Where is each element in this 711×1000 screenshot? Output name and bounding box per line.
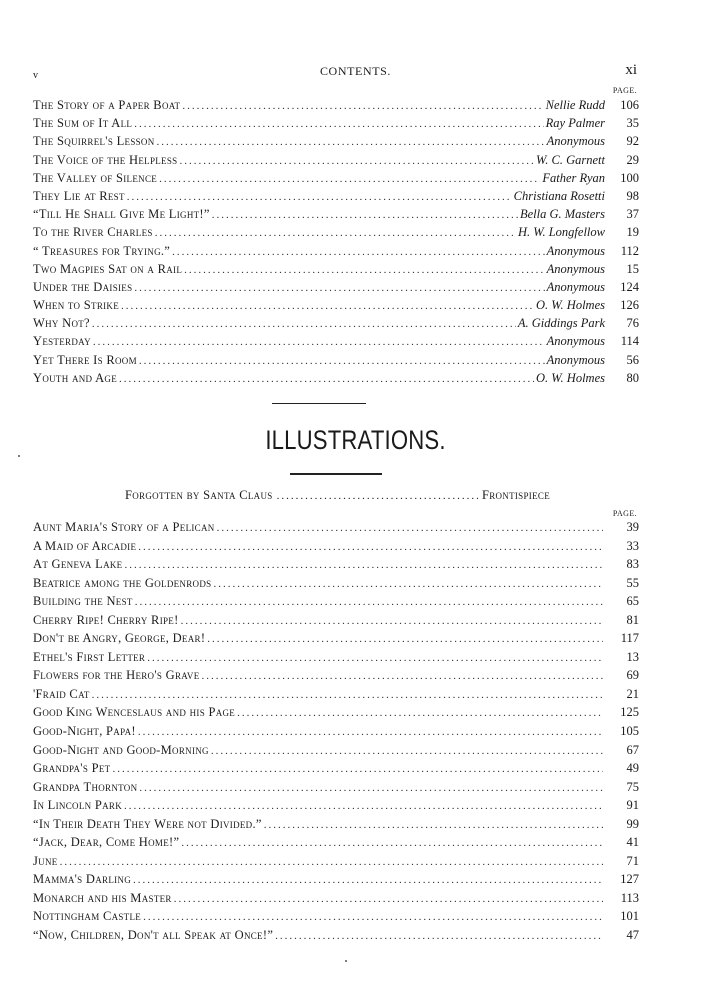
entry-title: 'Fraid Cat (33, 686, 90, 701)
toc-entry (33, 778, 639, 797)
toc-entry (33, 314, 639, 332)
entry-page-number: 81 (626, 612, 639, 627)
entry-page-number: 47 (626, 928, 639, 943)
dot-leader (121, 297, 534, 315)
entry-author: Nellie Rudd (545, 98, 605, 112)
dot-leader (202, 667, 603, 686)
dot-leader (172, 243, 545, 261)
toc-entry (33, 187, 639, 205)
dot-leader (184, 261, 545, 279)
entry-page-number: 126 (620, 298, 639, 313)
toc-entry (33, 574, 639, 593)
entry-title: Why Not? (33, 316, 90, 331)
dot-leader (138, 538, 603, 557)
entry-page-number: 15 (626, 261, 639, 276)
entry-title: Flowers for the Hero's Grave (33, 668, 200, 683)
entry-page-number: 71 (626, 853, 639, 868)
entry-page-number: 124 (620, 279, 639, 294)
entry-title: Grandpa's Pet (33, 761, 111, 776)
entry-page-number: 114 (620, 334, 639, 349)
entry-title: Yesterday (33, 334, 91, 349)
toc-entry (33, 537, 639, 556)
entry-title: Grandpa Thornton (33, 779, 138, 794)
entry-author: O. W. Holmes (536, 298, 605, 313)
entry-author: Ray Palmer (545, 116, 605, 131)
contents-page-column-label: PAGE. (612, 86, 637, 95)
illustrations-page-column-label: PAGE. (612, 509, 637, 518)
entry-page-number: 98 (626, 188, 639, 203)
dot-leader (207, 630, 603, 649)
entry-page-number: 100 (620, 170, 639, 185)
heading-underline (290, 473, 382, 475)
entry-page-number: 39 (626, 520, 639, 534)
entry-author: H. W. Longfellow (517, 225, 605, 240)
toc-entry (33, 278, 639, 296)
toc-entry (33, 833, 639, 852)
entry-title: They Lie at Rest (33, 188, 125, 203)
entry-title: Building the Nest (33, 594, 133, 609)
entry-page-number: 13 (626, 649, 639, 664)
dot-leader (92, 315, 516, 333)
dot-leader (127, 188, 512, 206)
entry-title: To the River Charles (33, 225, 153, 240)
dot-leader (212, 206, 518, 224)
entry-author: Anonymous (546, 352, 605, 367)
toc-entry (33, 815, 639, 834)
toc-entry (33, 870, 639, 889)
toc-entry (33, 296, 639, 314)
entry-author: Anonymous (546, 261, 605, 276)
entry-page-number: 105 (620, 724, 639, 739)
dot-leader (174, 890, 603, 909)
dot-leader (119, 370, 534, 388)
entry-page-number: 35 (626, 116, 639, 131)
entry-page-number: 92 (626, 134, 639, 149)
entry-author: Father Ryan (542, 170, 605, 185)
dot-leader (124, 556, 603, 575)
entry-author: A. Giddings Park (517, 316, 605, 331)
entry-title: Two Magpies Sat on a Rail (33, 261, 183, 276)
page-number: xi (625, 62, 637, 78)
entry-title: “In Their Death They Were not Divided.” (33, 816, 262, 831)
entry-title: Youth and Age (33, 370, 118, 385)
dot-leader (138, 723, 603, 742)
toc-entry (33, 611, 639, 630)
dot-leader (139, 779, 603, 798)
entry-title: When to Strike (33, 298, 120, 313)
entry-page-number: 55 (626, 575, 639, 590)
dot-leader (60, 853, 603, 872)
dot-leader (213, 575, 603, 594)
paper-speck (18, 455, 20, 457)
entry-author: Anonymous (546, 279, 605, 294)
toc-entry (33, 648, 639, 667)
entry-page-number: 127 (620, 872, 639, 887)
entry-page-number: 67 (626, 742, 639, 757)
entry-author: O. W. Holmes (536, 370, 605, 385)
running-head (0, 62, 711, 81)
dot-leader (264, 816, 603, 835)
entry-title: The Story of a Paper Boat (33, 98, 181, 112)
toc-entry (33, 685, 639, 704)
entry-title: At Geneva Lake (33, 557, 123, 572)
entry-title: “Now, Children, Don't all Speak at Once!” (33, 928, 274, 943)
toc-entry (33, 96, 639, 114)
entry-title: Good-Night and Good-Morning (33, 742, 209, 757)
dot-leader (275, 927, 603, 946)
entry-author: Anonymous (546, 334, 605, 349)
entry-title: The Sum of It All (33, 116, 133, 131)
entry-title: Mamma's Darling (33, 872, 132, 887)
toc-entry (33, 759, 639, 778)
entry-title: The Valley of Silence (33, 170, 158, 185)
entry-page-number: 41 (626, 835, 639, 850)
dot-leader (179, 152, 534, 170)
toc-entry (33, 132, 639, 150)
dot-leader (211, 742, 603, 761)
dot-leader (92, 686, 603, 705)
frontispiece-title: Forgotten by Santa Claus (125, 488, 273, 502)
entry-title: The Squirrel's Lesson (33, 134, 155, 149)
toc-entry (33, 796, 639, 815)
contents-list (33, 96, 639, 387)
toc-entry (33, 741, 639, 760)
entry-title: Cherry Ripe! Cherry Ripe! (33, 612, 179, 627)
entry-title: “Till He Shall Give Me Light!” (33, 207, 210, 222)
toc-entry (33, 889, 639, 908)
entry-page-number: 125 (620, 705, 639, 720)
entry-title: Don't be Angry, George, Dear! (33, 631, 206, 646)
entry-author: W. C. Garnett (536, 152, 605, 167)
dot-leader (157, 133, 545, 151)
toc-entry (33, 332, 639, 350)
entry-title: Beatrice among the Goldenrods (33, 575, 212, 590)
frontispiece-label: Frontispiece (481, 488, 550, 502)
entry-title: Good-Night, Papa! (33, 724, 136, 739)
entry-title: Good King Wenceslaus and his Page (33, 705, 236, 720)
toc-entry (33, 205, 639, 223)
toc-entry (33, 907, 639, 926)
dot-leader (139, 352, 545, 370)
section-divider (272, 403, 366, 404)
dot-leader (155, 224, 516, 242)
toc-entry (33, 260, 639, 278)
toc-entry (33, 722, 639, 741)
dot-leader (134, 279, 544, 297)
entry-author: Christiana Rosetti (513, 188, 605, 203)
illustrations-list (33, 518, 639, 945)
toc-entry (33, 852, 639, 871)
dot-leader (135, 593, 603, 612)
toc-entry (33, 666, 639, 685)
dot-leader (93, 333, 545, 351)
toc-entry (33, 703, 639, 722)
toc-entry (33, 169, 639, 187)
dot-leader (134, 115, 543, 133)
illustrations-heading: ILLUSTRATIONS. (265, 425, 446, 455)
entry-page-number: 49 (626, 761, 639, 776)
toc-entry (33, 555, 639, 574)
entry-page-number: 91 (626, 798, 639, 813)
toc-entry (33, 926, 639, 945)
entry-title: June (33, 853, 58, 868)
entry-page-number: 19 (626, 225, 639, 240)
entry-page-number: 83 (626, 557, 639, 572)
entry-page-number: 80 (626, 370, 639, 385)
toc-entry (33, 592, 639, 611)
entry-title: Aunt Maria's Story of a Pelican (33, 520, 215, 534)
entry-page-number: 76 (626, 316, 639, 331)
toc-entry (33, 369, 639, 387)
dot-leader (217, 519, 603, 538)
entry-page-number: 99 (626, 816, 639, 831)
stray-mark: v (33, 70, 38, 81)
dot-leader (143, 908, 603, 927)
entry-page-number: 33 (626, 538, 639, 553)
dot-leader (112, 760, 603, 779)
dot-leader (277, 490, 478, 502)
entry-page-number: 37 (626, 207, 639, 222)
frontispiece-entry (125, 488, 550, 503)
entry-title: The Voice of the Helpless (33, 152, 178, 167)
entry-page-number: 69 (626, 668, 639, 683)
paper-speck (345, 960, 347, 962)
entry-title: Monarch and his Master (33, 890, 172, 905)
running-head-title: CONTENTS. (319, 64, 392, 78)
dot-leader (182, 97, 543, 115)
toc-entry (33, 242, 639, 260)
entry-page-number: 21 (626, 686, 639, 701)
toc-entry (33, 518, 639, 537)
toc-entry (33, 223, 639, 241)
entry-title: A Maid of Arcadie (33, 538, 137, 553)
entry-page-number: 113 (620, 890, 639, 905)
entry-page-number: 106 (620, 98, 639, 112)
entry-title: “Jack, Dear, Come Home!” (33, 835, 180, 850)
toc-entry (33, 114, 639, 132)
toc-entry (33, 351, 639, 369)
dot-leader (181, 834, 603, 853)
entry-title: In Lincoln Park (33, 798, 122, 813)
entry-page-number: 29 (626, 152, 639, 167)
entry-author: Anonymous (546, 243, 605, 258)
dot-leader (133, 871, 603, 890)
entry-page-number: 65 (626, 594, 639, 609)
entry-author: Bella G. Masters (519, 207, 605, 222)
entry-page-number: 56 (626, 352, 639, 367)
entry-page-number: 112 (620, 243, 639, 258)
dot-leader (147, 649, 603, 668)
entry-title: Yet There Is Room (33, 352, 137, 367)
entry-page-number: 117 (620, 631, 639, 646)
dot-leader (237, 704, 603, 723)
dot-leader (124, 797, 603, 816)
dot-leader (181, 612, 603, 631)
entry-title: Nottingham Castle (33, 909, 142, 924)
dot-leader (159, 170, 540, 188)
entry-title: “ Treasures for Trying.” (33, 243, 171, 258)
entry-title: Under the Daisies (33, 279, 133, 294)
toc-entry (33, 151, 639, 169)
entry-author: Anonymous (546, 134, 605, 149)
entry-page-number: 101 (620, 909, 639, 924)
entry-page-number: 75 (626, 779, 639, 794)
toc-entry (33, 629, 639, 648)
entry-title: Ethel's First Letter (33, 649, 146, 664)
